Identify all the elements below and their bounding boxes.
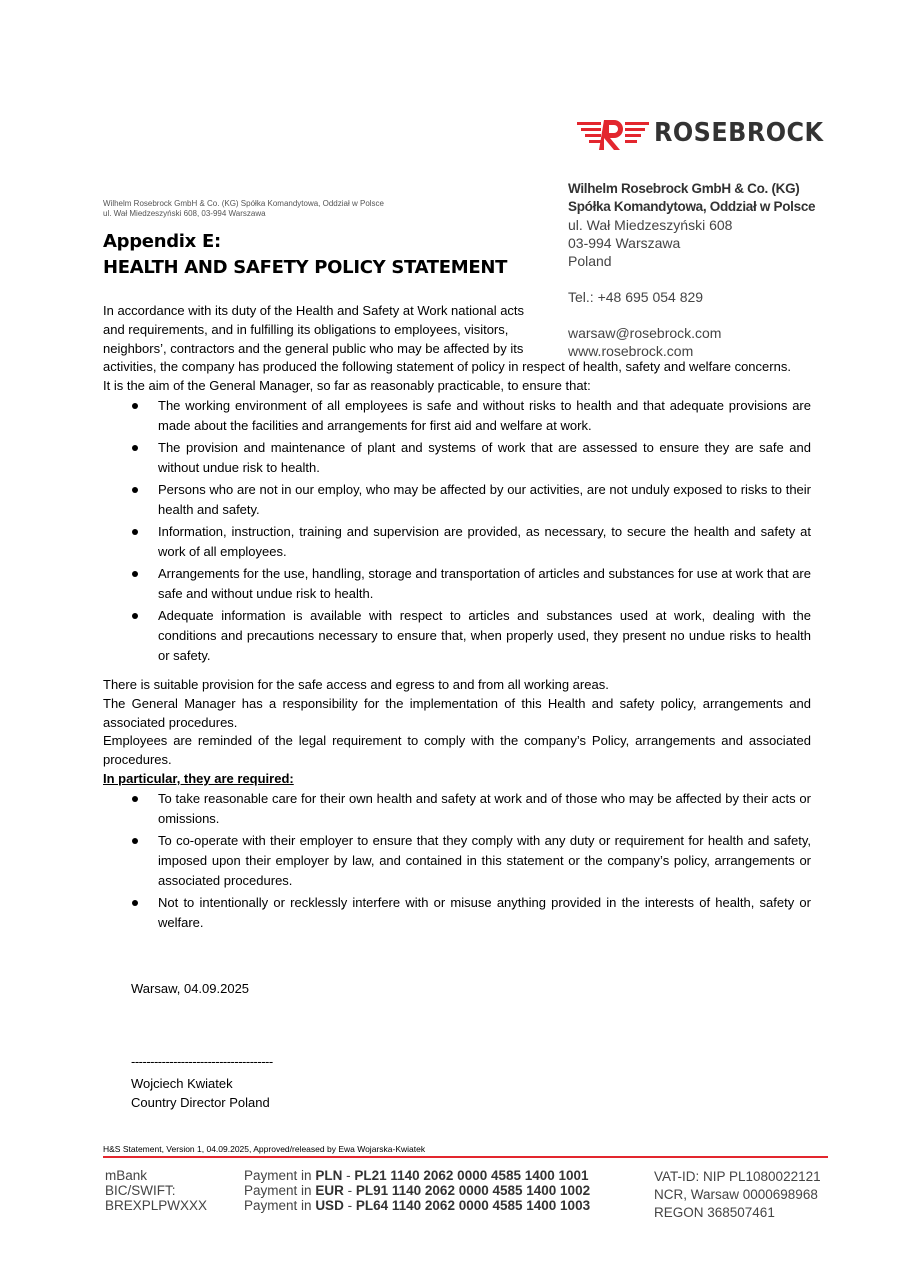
list-item-text: The provision and maintenance of plant and systems of work that are assessed to ensure they are safe and without undue risk to health. <box>158 439 811 475</box>
company-name-1: Wilhelm Rosebrock GmbH & Co. (KG) <box>568 181 800 196</box>
access-paragraph: There is suitable provision for the safe access and egress to and from all working areas. <box>103 676 609 692</box>
footer-divider <box>103 1156 828 1158</box>
list-item-text: To co-operate with their employer to ensure that they comply with any duty or requirement for health and safety, imposed upon their employer by law, and contained in this statement or the company’s policy, arrangements or associated procedures. <box>158 832 811 888</box>
signer-name: Wojciech Kwiatek <box>131 1076 233 1091</box>
list-item <box>103 831 811 891</box>
title-line-2: HEALTH AND SAFETY POLICY STATEMENT <box>103 257 508 278</box>
payment-iban: PL21 1140 2062 0000 4585 1400 1001 <box>354 1168 589 1183</box>
bullet-icon <box>132 487 138 493</box>
vat-id: VAT-ID: NIP PL1080022121 <box>654 1169 821 1184</box>
bullet-icon <box>132 529 138 535</box>
footer-payments <box>244 1168 590 1213</box>
required-bullet-list <box>103 789 811 933</box>
bullet-icon <box>132 900 138 906</box>
ncr-number: NCR, Warsaw 0000698968 <box>654 1187 818 1202</box>
required-heading: In particular, they are required: <box>103 770 294 786</box>
sender-address <box>103 199 384 219</box>
list-item <box>103 396 811 436</box>
payment-separator: - <box>346 1168 351 1183</box>
list-item <box>103 789 811 829</box>
list-item <box>103 522 811 562</box>
company-street: ul. Wał Miedzeszyński 608 <box>568 217 733 233</box>
bullet-icon <box>132 838 138 844</box>
company-website[interactable]: www.rosebrock.com <box>568 343 694 359</box>
company-tel: Tel.: +48 695 054 829 <box>568 289 704 305</box>
document-footnote: H&S Statement, Version 1, 04.09.2025, Approved/released by Ewa Wojarska-Kwiatek <box>103 1144 426 1154</box>
place-date: Warsaw, 04.09.2025 <box>131 981 250 996</box>
bank-name: mBank <box>105 1168 148 1183</box>
aim-bullet-list <box>103 396 811 666</box>
signer-role: Country Director Poland <box>131 1095 270 1110</box>
brand-name: ROSEBROCK <box>654 118 824 148</box>
payment-currency: EUR <box>315 1183 344 1198</box>
bullet-icon <box>132 613 138 619</box>
title-line-1: Appendix E: <box>103 231 221 252</box>
rosebrock-wings-icon <box>577 118 649 152</box>
gm-paragraph: The General Manager has a responsibility for the implementation of this Health and safety policy, arrangements and associated procedures. <box>103 695 811 730</box>
aim-statement: It is the aim of the General Manager, so far as reasonably practicable, to ensure that: <box>103 378 591 394</box>
list-item <box>103 438 811 478</box>
company-email[interactable]: warsaw@rosebrock.com <box>568 325 722 341</box>
payment-label: Payment in <box>244 1183 312 1198</box>
payment-row <box>244 1198 590 1213</box>
bic-label: BIC/SWIFT: <box>105 1183 176 1198</box>
list-item <box>103 564 811 604</box>
list-item-text: Adequate information is available with respect to articles and substances used at work, dealing with the conditions and precautions necessary to ensure that, when properly used, they present no undue risks to health or safety. <box>158 607 811 663</box>
payment-currency: USD <box>315 1198 344 1213</box>
footer-registry <box>654 1168 821 1222</box>
footer-bank <box>105 1168 207 1213</box>
payment-currency: PLN <box>315 1168 343 1183</box>
policy-body <box>103 302 811 935</box>
payment-separator: - <box>347 1198 353 1213</box>
rosebrock-logo <box>577 118 829 152</box>
payment-row <box>244 1183 590 1198</box>
list-item-text: To take reasonable care for their own health and safety at work and of those who may be affected by their acts or omissions. <box>158 790 811 826</box>
payment-label: Payment in <box>244 1198 312 1213</box>
intro-line-1: In accordance with its duty of the Health and Safety at Work national acts <box>103 303 525 318</box>
payment-iban: PL91 1140 2062 0000 4585 1400 1002 <box>355 1183 591 1198</box>
payment-label: Payment in <box>244 1168 312 1183</box>
bullet-icon <box>132 796 138 802</box>
intro-rest: activities, the company has produced the following statement of policy in respect of health, safety and welfare concerns. <box>103 359 791 375</box>
sender-line-2: ul. Wał Miedzeszyński 608, 03-994 Warszawa <box>103 209 266 218</box>
company-country: Poland <box>568 253 612 269</box>
list-item-text: Information, instruction, training and supervision are provided, as necessary, to secure the health and safety at work of all employees. <box>158 523 811 559</box>
signer-block <box>131 1074 270 1112</box>
list-item-text: Persons who are not in our employ, who may be affected by our activities, are not unduly exposed to risks to their health and safety. <box>158 481 811 517</box>
bic-code: BREXPLPWXXX <box>105 1198 208 1213</box>
company-name-2: Spółka Komandytowa, Oddział w Polsce <box>568 199 816 214</box>
intro-line-2: and requirements, and in fulfilling its obligations to employees, visitors, <box>103 321 509 337</box>
list-item-text: Arrangements for the use, handling, storage and transportation of articles and substances for use at work that are safe and without undue risk to health. <box>158 565 811 601</box>
list-item <box>103 606 811 666</box>
signature-line: ------------------------------------- <box>131 1054 273 1069</box>
list-item-text: Not to intentionally or recklessly interfere with or misuse anything provided in the interests of health, safety or welfare. <box>158 894 811 930</box>
list-item <box>103 480 811 520</box>
bullet-icon <box>132 445 138 451</box>
list-item <box>103 893 811 933</box>
payment-iban: PL64 1140 2062 0000 4585 1400 1003 <box>355 1198 591 1213</box>
employees-paragraph: Employees are reminded of the legal requirement to comply with the company’s Policy, arrangements and associated procedures. <box>103 733 811 768</box>
company-city: 03-994 Warszawa <box>568 235 681 251</box>
payment-separator: - <box>347 1183 353 1198</box>
list-item-text: The working environment of all employees is safe and without risks to health and that adequate provisions are made about the facilities and arrangements for first aid and welfare at work. <box>158 397 811 433</box>
document-title <box>103 229 507 281</box>
sender-line-1: Wilhelm Rosebrock GmbH & Co. (KG) Spółka Komandytowa, Oddział w Polsce <box>103 199 384 208</box>
payment-row <box>244 1168 590 1183</box>
bullet-icon <box>132 403 138 409</box>
regon-number: REGON 368507461 <box>654 1205 775 1220</box>
bullet-icon <box>132 571 138 577</box>
intro-line-3: neighbors’, contractors and the general public who may be affected by its <box>103 340 524 356</box>
